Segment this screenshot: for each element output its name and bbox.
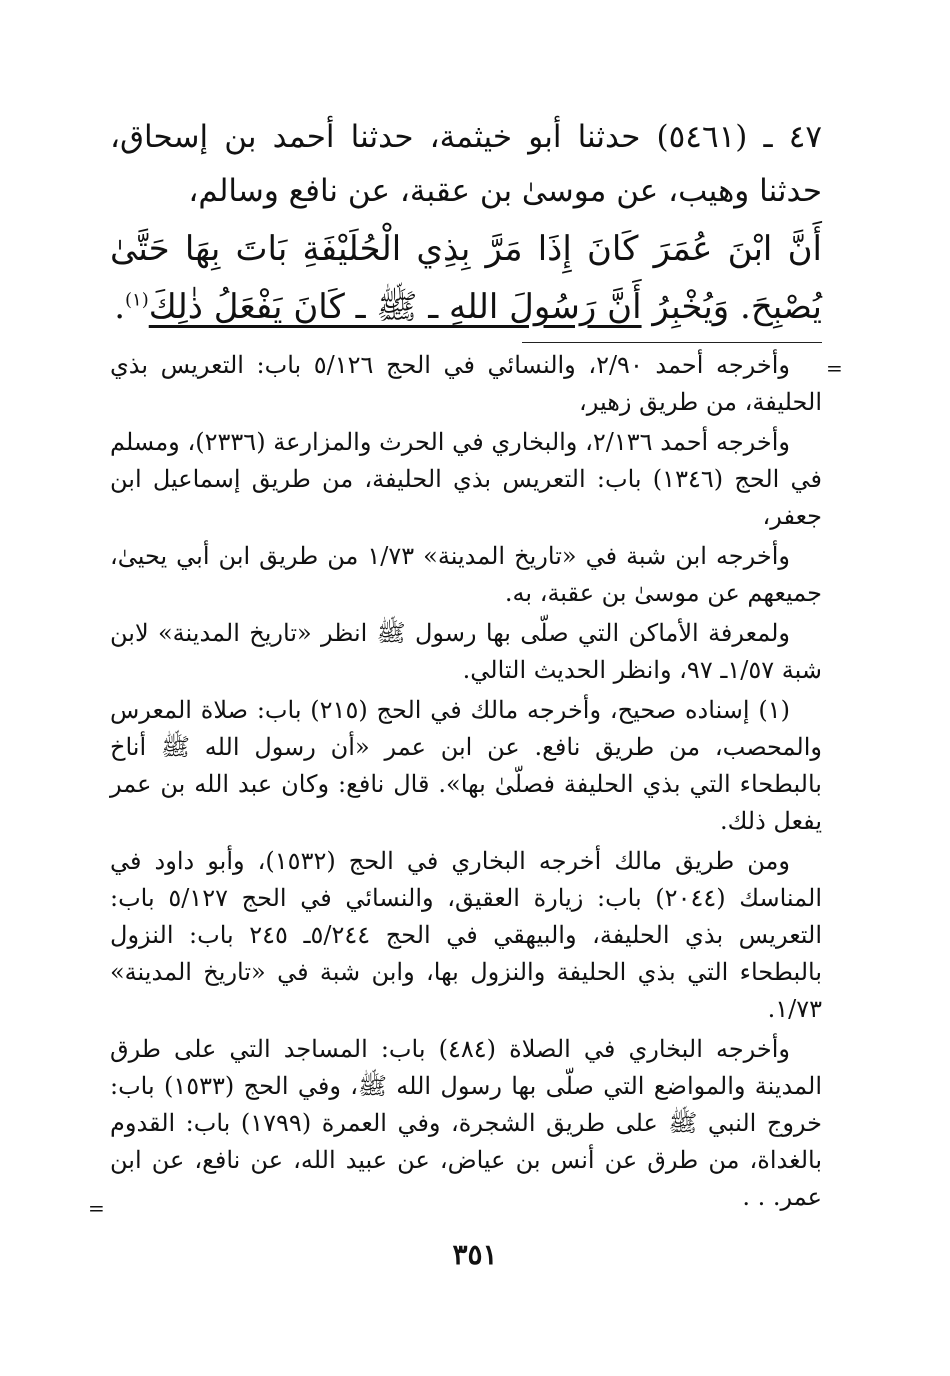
footnote-marker: (١) [125,289,149,311]
footnote-paragraph: وأخرجه ابن شبة في «تاريخ المدينة» ١/٧٣ من طريق ابن أبي يحيىٰ، جميعهم عن موسىٰ بن عقبة، به. [110,542,822,607]
page-number: ٣٥١ [452,1238,498,1271]
footnote-paragraph: وأخرجه أحمد ٢/٩٠، والنسائي في الحج ٥/١٢٦ باب: التعريس بذي الحليفة، من طريق زهير، [110,351,822,416]
continuation-mark-top: = [826,356,843,380]
footnote-paragraph: (١) إسناده صحيح، وأخرجه مالك في الحج (٢١٥) باب: صلاة المعرس والمحصب، من طريق نافع. عن ابن عمر «أن رسول الله ﷺ أناخ بالبطحاء التي بذي الحليفة فصلّىٰ بها». قال نافع: وكان عبد الله بن عمر يفعل ذلك. [110,696,822,835]
matn-underlined-text: أَنَّ رَسُولَ اللهِ ـ ﷺ ـ كَانَ يَفْعَلُ ذٰلِكَ [148,287,642,327]
footnote-paragraph: ومن طريق مالك أخرجه البخاري في الحج (١٥٣٢)، وأبو داود في المناسك (٢٠٤٤) باب: زيارة العقيق، والنسائي في الحج ٥/١٢٧ باب: التعريس بذي الحليفة، والبيهقي في الحج ٥/٢٤٤ـ ٢٤٥ باب: النزول بالبطحاء التي بذي الحليفة والنزول بها، وابن شبة في «تاريخ المدينة» ١/٧٣. [110,847,822,1023]
isnad-line-1: ٤٧ ـ (٥٤٦١) حدثنا أبو خيثمة، حدثنا أحمد بن [224,119,822,155]
hadith-matn [110,220,822,336]
matn-end: . [114,287,125,327]
continuation-mark-bottom: = [88,1196,105,1220]
footnote-separator [522,342,822,343]
footnote-paragraph: وأخرجه البخاري في الصلاة (٤٨٤) باب: المساجد التي على طرق المدينة والمواضع التي صلّى بها رسول الله ﷺ، وفي الحج (١٥٣٣) باب: خروج النبي ﷺ على طريق الشجرة، وفي العمرة (١٧٩٩) باب: القدوم بالغداة، من طرق عن أنس بن عياض، عن عبيد الله، عن نافع، عن ابن عمر. . . [110,1035,823,1211]
hadith-isnad [110,110,822,218]
footnote-paragraph: وأخرجه أحمد ٢/١٣٦، والبخاري في الحرث والمزارعة (٢٣٣٦)، ومسلم في الحج (١٣٤٦) باب: التعريس بذي الحليفة، من طريق إسماعيل ابن جعفر، [110,428,822,530]
footnotes [110,347,822,1216]
hadith-block [110,110,822,336]
page-content [110,110,822,1216]
isnad-line-2: إسحاق، حدثنا وهيب، عن موسىٰ بن عقبة، عن نافع وسالم، [110,119,822,209]
matn-text: أَنَّ ابْنَ عُمَرَ كَانَ إِذَا مَرَّ بِذِي الْحُلَيْفَةِ بَاتَ بِهَا حَتَّىٰ يُصْبِحَ. وَيُخْبِرُ [110,229,822,327]
footnote-paragraph: ولمعرفة الأماكن التي صلّى بها رسول ﷺ انظر «تاريخ المدينة» لابن شبة ١/٥٧ـ ٩٧، وانظر الحديث التالي. [110,619,822,684]
